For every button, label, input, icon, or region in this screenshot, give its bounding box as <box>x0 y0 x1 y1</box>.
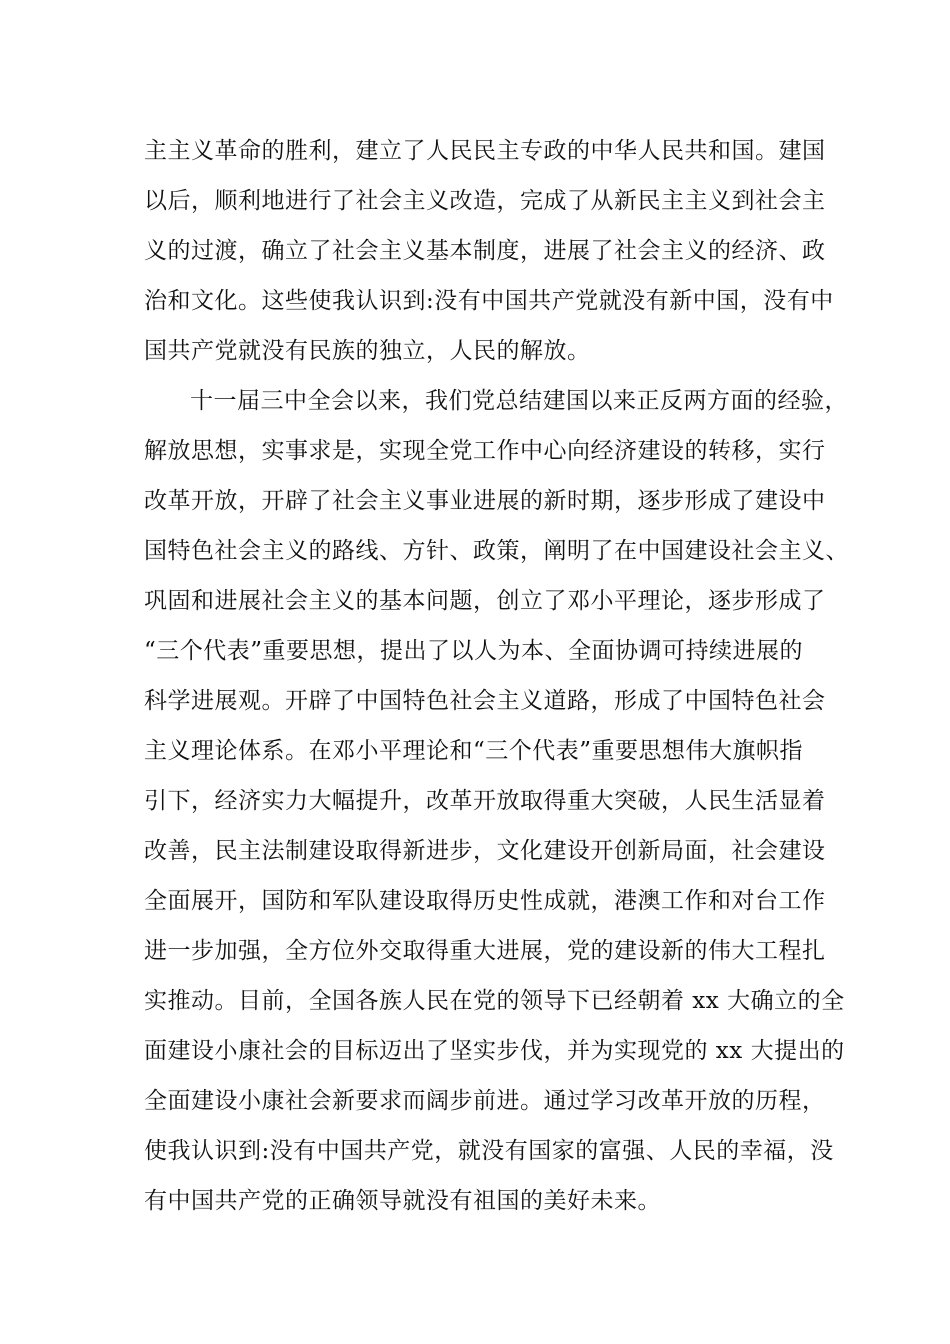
paragraph-2-line-5: 巩固和进展社会主义的基本问题，创立了邓小平理论，逐步形成了 <box>144 588 826 614</box>
paragraph-1-line-2: 以后，顺利地进行了社会主义改造，完成了从新民主主义到社会主 <box>144 188 826 214</box>
paragraph-2-line-12: 进一步加强，全方位外交取得重大进展，党的建设新的伟大工程扎 <box>144 938 826 964</box>
paragraph-2-line-11: 全面展开，国防和军队建设取得历史性成就，港澳工作和对台工作 <box>144 888 826 914</box>
paragraph-2-line-2: 解放思想，实事求是，实现全党工作中心向经济建设的转移，实行 <box>144 438 826 464</box>
paragraph-2-line-9: 引下，经济实力大幅提升，改革开放取得重大突破，人民生活显着 <box>144 788 826 814</box>
paragraph-2-line-16: 使我认识到:没有中国共产党，就没有国家的富强、人民的幸福，没 <box>144 1138 834 1164</box>
paragraph-2-line-3: 改革开放，开辟了社会主义事业进展的新时期，逐步形成了建设中 <box>144 488 826 514</box>
paragraph-2-line-6: “三个代表”重要思想，提出了以人为本、全面协调可持续进展的 <box>144 638 804 664</box>
paragraph-2-line-7: 科学进展观。开辟了中国特色社会主义道路，形成了中国特色社会 <box>144 688 826 714</box>
paragraph-2-line-15: 全面建设小康社会新要求而阔步前进。通过学习改革开放的历程， <box>144 1088 826 1114</box>
paragraph-2-line-8: 主义理论体系。在邓小平理论和“三个代表”重要思想伟大旗帜指 <box>144 738 804 764</box>
paragraph-2-line-14: 面建设小康社会的目标迈出了坚实步伐，并为实现党的 xx 大提出的 <box>144 1038 845 1064</box>
paragraph-2-line-10: 改善，民主法制建设取得新进步，文化建设开创新局面，社会建设 <box>144 838 826 864</box>
paragraph-1-line-5: 国共产党就没有民族的独立，人民的解放。 <box>144 338 591 364</box>
paragraph-1-line-3: 义的过渡，确立了社会主义基本制度，进展了社会主义的经济、政 <box>144 238 826 264</box>
paragraph-1-line-1: 主主义革命的胜利，建立了人民民主专政的中华人民共和国。建国 <box>144 138 826 164</box>
paragraph-2-line-1: 十一届三中全会以来，我们党总结建国以来正反两方面的经验， <box>190 388 848 414</box>
paragraph-2-line-13: 实推动。目前，全国各族人民在党的领导下已经朝着 xx 大确立的全 <box>144 988 845 1014</box>
paragraph-2-line-4: 国特色社会主义的路线、方针、政策，阐明了在中国建设社会主义、 <box>144 538 849 564</box>
paragraph-2-line-17: 有中国共产党的正确领导就没有祖国的美好未来。 <box>144 1188 661 1214</box>
paragraph-1-line-4: 治和文化。这些使我认识到:没有中国共产党就没有新中国，没有中 <box>144 288 834 314</box>
